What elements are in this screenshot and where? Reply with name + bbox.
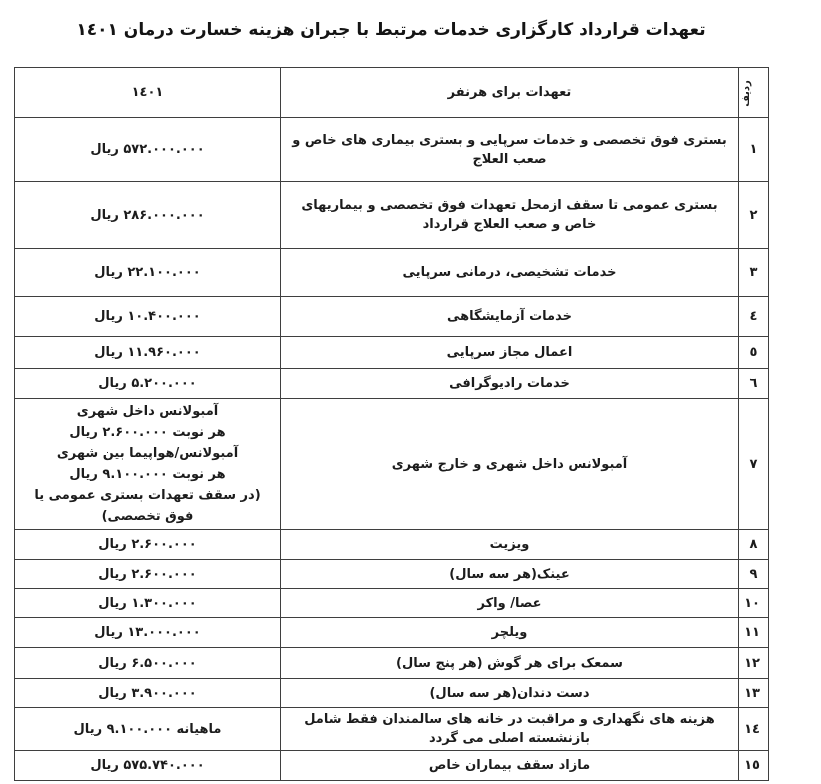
value-cell: ۱۱.۹۶۰.۰۰۰ ریال <box>15 337 281 369</box>
value-line: (در سقف تعهدات بستری عمومی یا فوق تخصصی) <box>34 488 261 524</box>
row-number-cell: ١٣ <box>739 679 769 708</box>
value-cell: ۵۷۲.۰۰۰.۰۰۰ ریال <box>15 118 281 182</box>
obligation-cell: سمعک برای هر گوش (هر پنج سال) <box>281 648 739 679</box>
table-row <box>15 249 769 297</box>
row-number-cell: ٧ <box>739 399 769 530</box>
value-cell-multiline <box>15 399 281 530</box>
row-number-cell: ٤ <box>739 297 769 337</box>
value-line: آمبولانس/هواپیما بین شهری <box>56 446 239 461</box>
table-row <box>15 560 769 589</box>
value-cell: ۲۸۶.۰۰۰.۰۰۰ ریال <box>15 182 281 249</box>
value-cell: ۵۷۵.۷۴۰.۰۰۰ ریال <box>15 751 281 781</box>
row-number-cell: ١٤ <box>739 708 769 751</box>
value-cell: ۱۳.۰۰۰.۰۰۰ ریال <box>15 618 281 648</box>
row-number-cell: ٨ <box>739 530 769 560</box>
table-row <box>15 399 769 530</box>
table-row <box>15 648 769 679</box>
row-number-cell: ٢ <box>739 182 769 249</box>
value-cell: ماهیانه ۹.۱۰۰.۰۰۰ ریال <box>15 708 281 751</box>
table-row <box>15 679 769 708</box>
obligation-cell: خدمات تشخیصی، درمانی سرپایی <box>281 249 739 297</box>
row-number-cell: ١٢ <box>739 648 769 679</box>
header-year: ١٤٠١ <box>15 68 281 118</box>
obligation-cell: دست دندان(هر سه سال) <box>281 679 739 708</box>
obligation-cell: بستری عمومی تا سقف ازمحل تعهدات فوق تخصصی و بیماریهای خاص و صعب العلاج قرارداد <box>281 182 739 249</box>
table-row <box>15 708 769 751</box>
obligation-cell: هزینه های نگهداری و مراقبت در خانه های سالمندان فقط شامل بازنشسته اصلی می گردد <box>281 708 739 751</box>
obligation-cell: عینک(هر سه سال) <box>281 560 739 589</box>
value-cell: ۱.۳۰۰.۰۰۰ ریال <box>15 589 281 618</box>
obligation-cell: آمبولانس داخل شهری و خارج شهری <box>281 399 739 530</box>
header-obligation: تعهدات برای هرنفر <box>281 68 739 118</box>
obligation-cell: ویلچر <box>281 618 739 648</box>
row-number-cell: ١٠ <box>739 589 769 618</box>
obligation-cell: خدمات رادیوگرافی <box>281 369 739 399</box>
table-row <box>15 118 769 182</box>
row-number-cell: ١١ <box>739 618 769 648</box>
obligation-cell: عصا/ واکر <box>281 589 739 618</box>
value-cell: ۲۲.۱۰۰.۰۰۰ ریال <box>15 249 281 297</box>
table-row <box>15 297 769 337</box>
table-row <box>15 337 769 369</box>
row-number-header-label: ردیف <box>741 80 753 107</box>
value-cell: ۲.۶۰۰.۰۰۰ ریال <box>15 560 281 589</box>
row-number-cell: ١٥ <box>739 751 769 781</box>
table-row <box>15 589 769 618</box>
table-row <box>15 369 769 399</box>
row-number-cell: ٩ <box>739 560 769 589</box>
table-row <box>15 530 769 560</box>
value-cell: ۲.۶۰۰.۰۰۰ ریال <box>15 530 281 560</box>
row-number-cell: ١ <box>739 118 769 182</box>
value-cell: ۵.۲۰۰.۰۰۰ ریال <box>15 369 281 399</box>
obligations-table <box>14 67 769 781</box>
obligation-cell: خدمات آزمایشگاهی <box>281 297 739 337</box>
table-header-row <box>15 68 769 118</box>
value-line: آمبولانس داخل شهری <box>76 404 219 419</box>
header-row-number <box>739 68 769 118</box>
table-row <box>15 618 769 648</box>
value-cell: ۱۰.۴۰۰.۰۰۰ ریال <box>15 297 281 337</box>
document-title: تعهدات قرارداد کارگزاری خدمات مرتبط با جبران هزینه خسارت درمان ١٤٠١ <box>76 20 706 40</box>
row-number-cell: ٦ <box>739 369 769 399</box>
value-cell: ۳.۹۰۰.۰۰۰ ریال <box>15 679 281 708</box>
table-row <box>15 751 769 781</box>
obligation-cell: مازاد سقف بیماران خاص <box>281 751 739 781</box>
obligation-cell: اعمال مجاز سرپایی <box>281 337 739 369</box>
row-number-cell: ٣ <box>739 249 769 297</box>
value-cell: ۶.۵۰۰.۰۰۰ ریال <box>15 648 281 679</box>
value-line: هر نوبت ۹.۱۰۰.۰۰۰ ریال <box>69 467 226 482</box>
obligation-cell: ویزیت <box>281 530 739 560</box>
value-line: هر نوبت ۲.۶۰۰.۰۰۰ ریال <box>69 425 226 440</box>
obligation-cell: بستری فوق تخصصی و خدمات سرپایی و بستری بیماری های خاص و صعب العلاج <box>281 118 739 182</box>
row-number-cell: ٥ <box>739 337 769 369</box>
table-row <box>15 182 769 249</box>
